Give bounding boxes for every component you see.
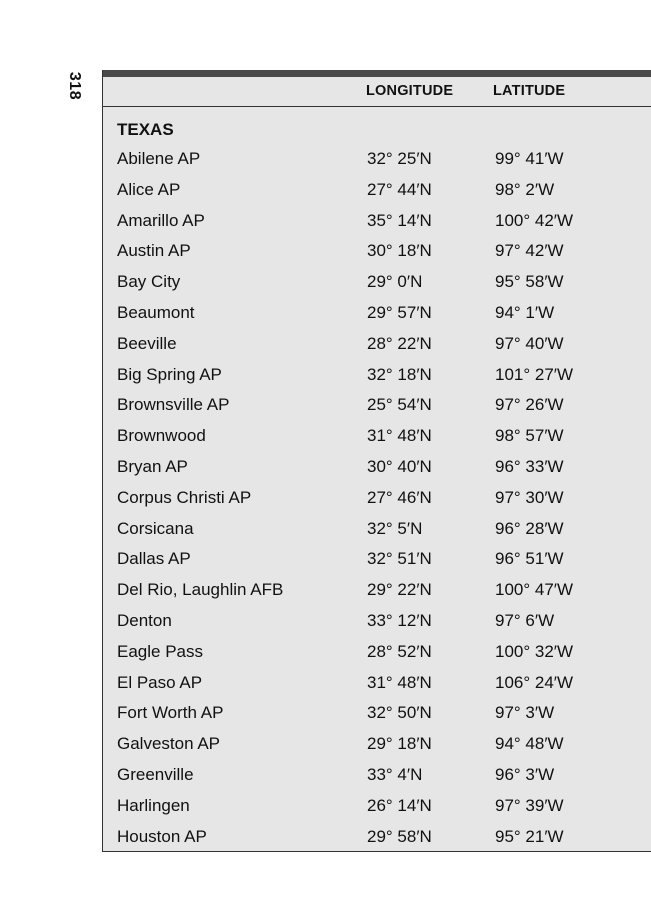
- longitude-value: 29° 18′N: [367, 734, 432, 754]
- longitude-value: 27° 44′N: [367, 179, 432, 199]
- longitude-value: 32° 5′N: [367, 518, 423, 538]
- city-name: Corpus Christi AP: [117, 487, 252, 507]
- latitude-value: 98° 57′W: [495, 426, 564, 446]
- latitude-value: 97° 40′W: [495, 333, 564, 353]
- longitude-value: 32° 18′N: [367, 364, 432, 384]
- latitude-value: 97° 6′W: [495, 610, 555, 630]
- page-number: [63, 70, 85, 102]
- latitude-value: 96° 51′W: [495, 549, 564, 569]
- city-name: Harlingen: [117, 795, 190, 815]
- longitude-value: 30° 18′N: [367, 241, 432, 261]
- longitude-value: 32° 51′N: [367, 549, 432, 569]
- longitude-value: 29° 22′N: [367, 580, 432, 600]
- latitude-value: 95° 58′W: [495, 272, 564, 292]
- city-name: Abilene AP: [117, 149, 201, 168]
- page-number-text: 318: [66, 71, 84, 101]
- table-top-rule: [103, 70, 651, 77]
- longitude-value: 29° 0′N: [367, 272, 423, 292]
- latitude-value: 97° 26′W: [495, 395, 564, 415]
- longitude-value: 31° 48′N: [367, 426, 432, 446]
- table-row: [103, 210, 651, 241]
- city-name: Brownsville AP: [117, 395, 230, 415]
- column-header-longitude: LONGITUDE: [366, 83, 454, 99]
- longitude-value: 29° 58′N: [367, 826, 432, 846]
- table-row: [103, 240, 651, 271]
- city-name: Fort Worth AP: [117, 703, 224, 723]
- table-row: [103, 425, 651, 456]
- latitude-value: 96° 33′W: [495, 456, 564, 476]
- latitude-value: 100° 32′W: [495, 641, 574, 661]
- latitude-value: 97° 30′W: [495, 487, 564, 507]
- longitude-value: 27° 46′N: [367, 487, 432, 507]
- latitude-value: 100° 47′W: [495, 580, 574, 600]
- table-row: [103, 764, 651, 795]
- latitude-value: 94° 48′W: [495, 734, 564, 754]
- latitude-value: 96° 28′W: [495, 518, 564, 538]
- longitude-value: 33° 4′N: [367, 764, 423, 784]
- latitude-value: 94° 1′W: [495, 302, 555, 322]
- latitude-value: 97° 39′W: [495, 795, 564, 815]
- city-name: Big Spring AP: [117, 364, 222, 384]
- table-body: [103, 148, 651, 856]
- state-heading: TEXAS: [117, 120, 174, 139]
- latitude-value: 95° 21′W: [495, 826, 564, 846]
- city-name: Corsicana: [117, 518, 194, 538]
- table-row: [103, 456, 651, 487]
- latitude-value: 97° 42′W: [495, 241, 564, 261]
- city-name: Austin AP: [117, 241, 191, 261]
- longitude-value: 32° 25′N: [367, 149, 432, 168]
- city-name: Del Rio, Laughlin AFB: [117, 580, 284, 600]
- table-row: [103, 148, 651, 179]
- city-name: Galveston AP: [117, 734, 221, 754]
- table-row: [103, 487, 651, 518]
- city-name: Beaumont: [117, 302, 195, 322]
- city-name: Alice AP: [117, 179, 181, 199]
- city-name: Houston AP: [117, 826, 207, 846]
- longitude-value: 32° 50′N: [367, 703, 432, 723]
- latitude-value: 100° 42′W: [495, 210, 574, 230]
- city-name: Bryan AP: [117, 456, 188, 476]
- table-row: [103, 271, 651, 302]
- column-header-latitude: LATITUDE: [493, 83, 566, 99]
- table-row: [103, 579, 651, 610]
- table-row: [103, 610, 651, 641]
- table-row: [103, 394, 651, 425]
- latitude-value: 101° 27′W: [495, 364, 574, 384]
- table-row: [103, 548, 651, 579]
- city-name: Amarillo AP: [117, 210, 205, 230]
- table-row: [103, 641, 651, 672]
- coordinates-table: [102, 70, 651, 852]
- longitude-value: 35° 14′N: [367, 210, 432, 230]
- city-name: Denton: [117, 610, 172, 630]
- table-row: [103, 364, 651, 395]
- city-name: Brownwood: [117, 426, 206, 446]
- latitude-value: 98° 2′W: [495, 179, 555, 199]
- latitude-value: 106° 24′W: [495, 672, 574, 692]
- table-header-row: [103, 77, 651, 107]
- longitude-value: 25° 54′N: [367, 395, 432, 415]
- city-name: Eagle Pass: [117, 641, 203, 661]
- city-name: Greenville: [117, 764, 194, 784]
- city-name: Dallas AP: [117, 549, 191, 569]
- latitude-value: 99° 41′W: [495, 149, 564, 168]
- latitude-value: 97° 3′W: [495, 703, 555, 723]
- longitude-value: 30° 40′N: [367, 456, 432, 476]
- longitude-value: 28° 52′N: [367, 641, 432, 661]
- longitude-value: 33° 12′N: [367, 610, 432, 630]
- table-row: [103, 733, 651, 764]
- table-row: [103, 302, 651, 333]
- city-name: Beeville: [117, 333, 177, 353]
- longitude-value: 29° 57′N: [367, 302, 432, 322]
- table-row: [103, 179, 651, 210]
- latitude-value: 96° 3′W: [495, 764, 555, 784]
- table-row: [103, 702, 651, 733]
- table-row: [103, 826, 651, 857]
- table-row: [103, 333, 651, 364]
- city-name: El Paso AP: [117, 672, 203, 692]
- city-name: Bay City: [117, 272, 181, 292]
- table-row: [103, 518, 651, 549]
- table-row: [103, 672, 651, 703]
- longitude-value: 26° 14′N: [367, 795, 432, 815]
- longitude-value: 31° 48′N: [367, 672, 432, 692]
- table-row: [103, 795, 651, 826]
- longitude-value: 28° 22′N: [367, 333, 432, 353]
